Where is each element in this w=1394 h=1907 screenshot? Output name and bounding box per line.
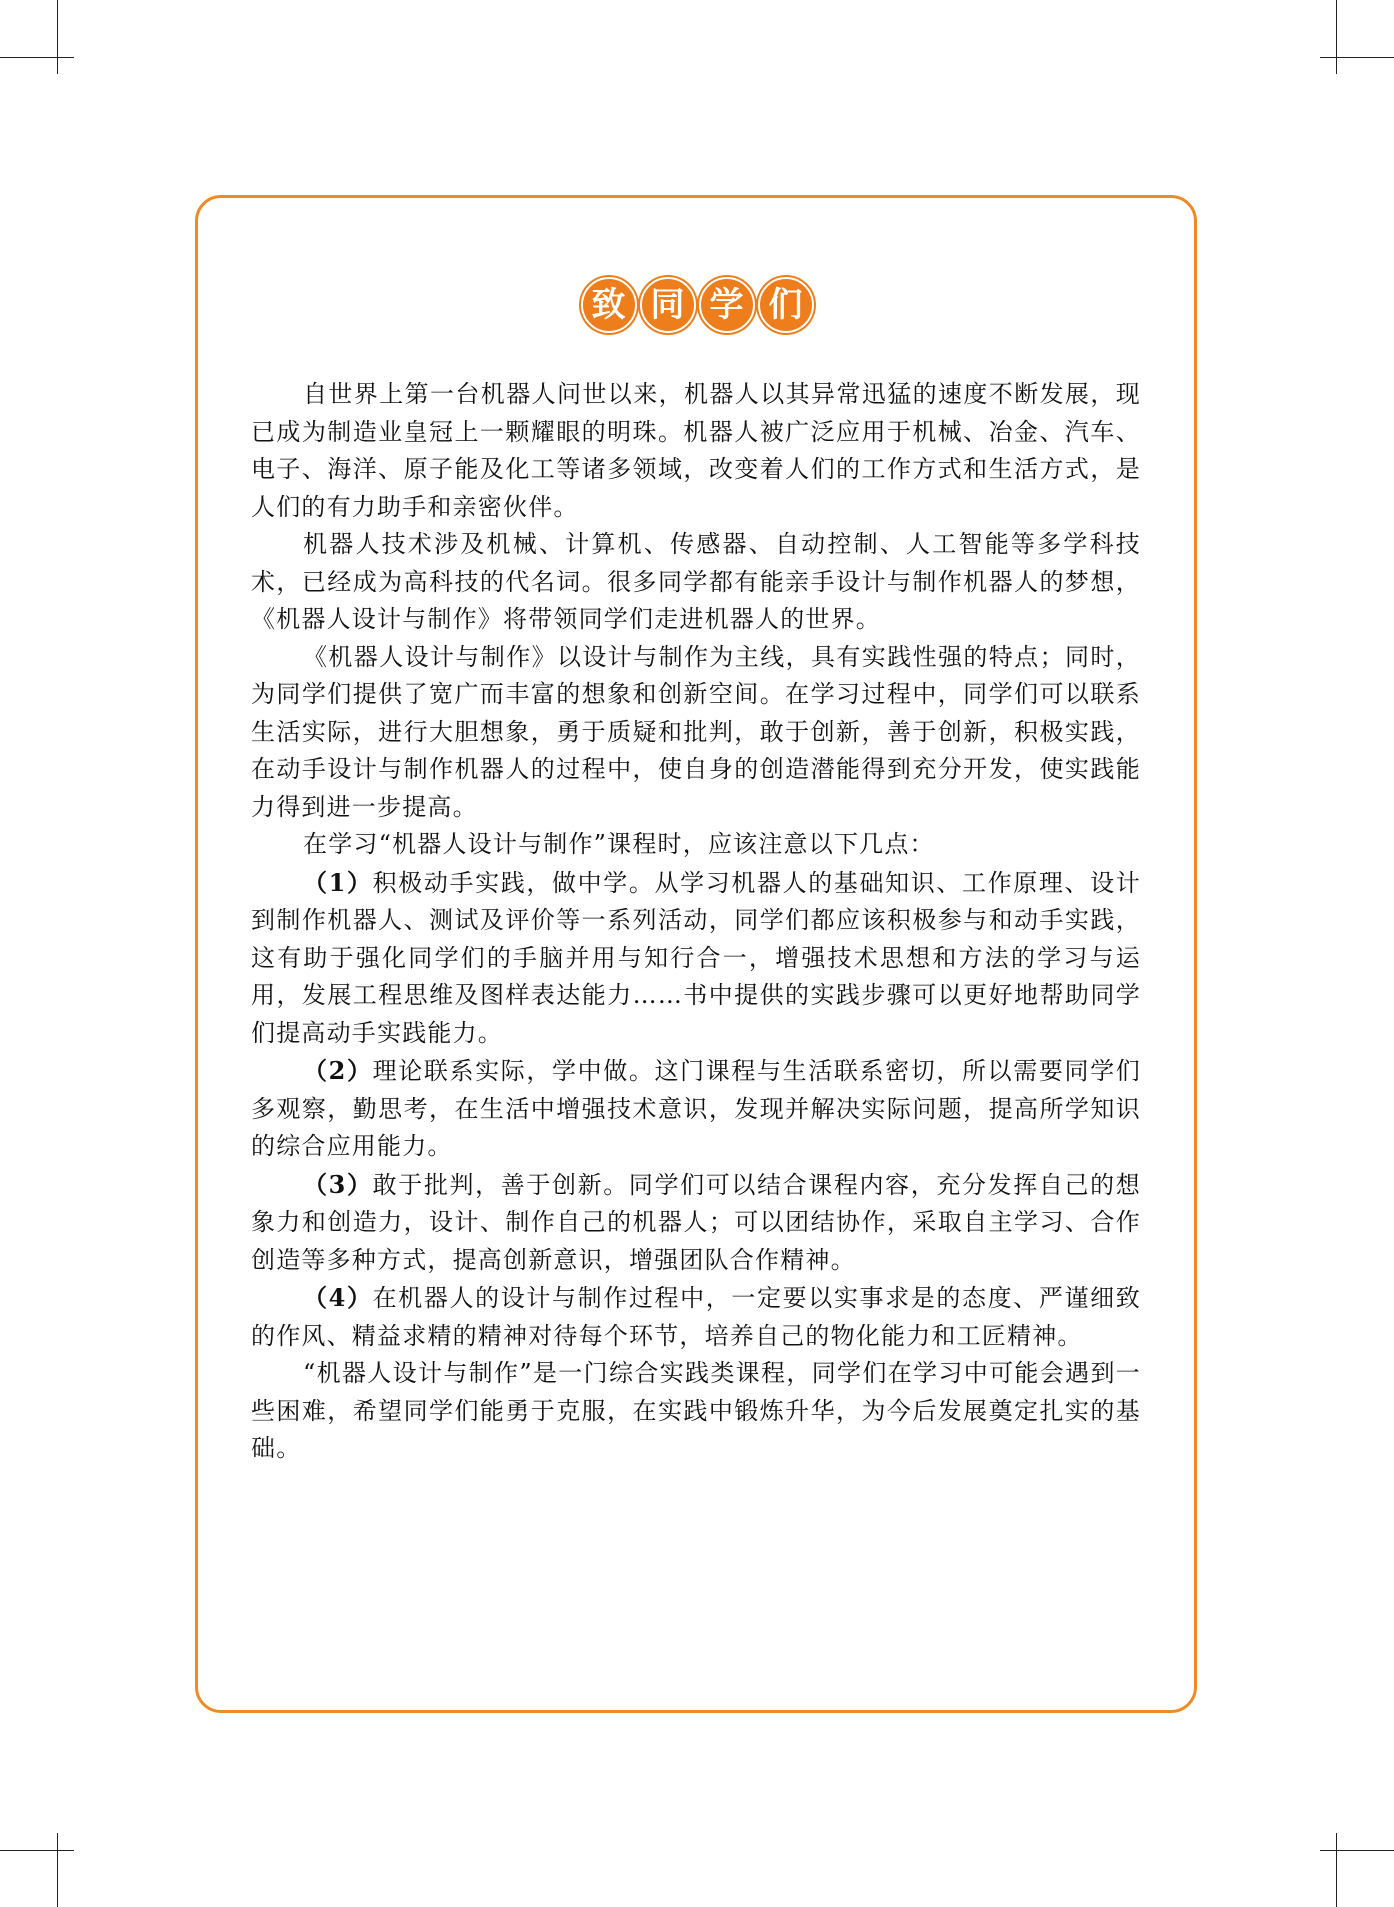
- point-number: （4）: [303, 1283, 373, 1312]
- paragraph-point-4: [251, 1279, 1141, 1355]
- crop-mark-bottom-left-h: [0, 1850, 74, 1851]
- paragraph-text: 在机器人的设计与制作过程中，一定要以实事求是的态度、严谨细致的作风、精益求精的精神对待每个环节，培养自己的物化能力和工匠精神。: [251, 1284, 1141, 1350]
- crop-mark-bottom-left-v: [57, 1833, 58, 1907]
- paragraph-technology: [251, 526, 1141, 639]
- title-char-3: 学: [699, 277, 755, 333]
- page-title: [0, 277, 1394, 333]
- paragraph-text: 自世界上第一台机器人问世以来，机器人以其异常迅猛的速度不断发展，现已成为制造业皇冠上一颗耀眼的明珠。机器人被广泛应用于机械、冶金、汽车、电子、海洋、原子能及化工等诸多领域，改变着人们的工作方式和生活方式，是人们的有力助手和亲密伙伴。: [251, 380, 1141, 521]
- crop-mark-top-left-h: [0, 57, 74, 58]
- crop-mark-bottom-right-h: [1320, 1850, 1394, 1851]
- title-char-1: 致: [581, 277, 637, 333]
- paragraph-intro: [251, 376, 1141, 526]
- paragraph-text: 理论联系实际，学中做。这门课程与生活联系密切，所以需要同学们多观察，勤思考，在生活中增强技术意识，发现并解决实际问题，提高所学知识的综合应用能力。: [251, 1057, 1141, 1160]
- paragraph-closing: [251, 1355, 1141, 1468]
- crop-mark-bottom-right-v: [1336, 1833, 1337, 1907]
- title-char-2: 同: [640, 277, 696, 333]
- crop-mark-top-left-v: [57, 0, 58, 74]
- paragraph-notes-intro: [251, 826, 1141, 864]
- paragraph-point-3: [251, 1166, 1141, 1280]
- paragraph-text: 在学习“机器人设计与制作”课程时，应该注意以下几点：: [303, 830, 935, 858]
- point-number: （2）: [303, 1056, 373, 1085]
- point-number: （1）: [303, 867, 373, 897]
- paragraph-text: 机器人技术涉及机械、计算机、传感器、自动控制、人工智能等多学科技术，已经成为高科技的代名词。很多同学都有能亲手设计与制作机器人的梦想，《机器人设计与制作》将带领同学们走进机器人的世界。: [251, 530, 1141, 633]
- title-char-4: 们: [758, 277, 814, 333]
- paragraph-text: 积极动手实践，做中学。从学习机器人的基础知识、工作原理、设计到制作机器人、测试及评价等一系列活动，同学们都应该积极参与和动手实践，这有助于强化同学们的手脑并用与知行合一，增强技术思想和方法的学习与运用，发展工程思维及图样表达能力……书中提供的实践步骤可以更好地帮助同学们提高动手实践能力。: [251, 868, 1141, 1047]
- body-text: [251, 376, 1141, 1468]
- paragraph-text: 《机器人设计与制作》以设计与制作为主线，具有实践性强的特点；同时，为同学们提供了宽广而丰富的想象和创新空间。在学习过程中，同学们可以联系生活实际，进行大胆想象，勇于质疑和批判，敢于创新，善于创新，积极实践，在动手设计与制作机器人的过程中，使自身的创造潜能得到充分开发，使实践能力得到进一步提高。: [251, 642, 1141, 821]
- paragraph-text: “机器人设计与制作”是一门综合实践类课程，同学们在学习中可能会遇到一些困难，希望同学们能勇于克服，在实践中锻炼升华，为今后发展奠定扎实的基础。: [251, 1359, 1141, 1462]
- point-number: （3）: [303, 1169, 373, 1199]
- paragraph-point-2: [251, 1052, 1141, 1166]
- paragraph-text: 敢于批判，善于创新。同学们可以结合课程内容，充分发挥自己的想象力和创造力，设计、制作自己的机器人；可以团结协作，采取自主学习、合作创造等多种方式，提高创新意识，增强团队合作精神。: [251, 1170, 1141, 1274]
- crop-mark-top-right-h: [1320, 57, 1394, 58]
- paragraph-point-1: [251, 864, 1141, 1053]
- crop-mark-top-right-v: [1336, 0, 1337, 74]
- paragraph-book-overview: [251, 639, 1141, 827]
